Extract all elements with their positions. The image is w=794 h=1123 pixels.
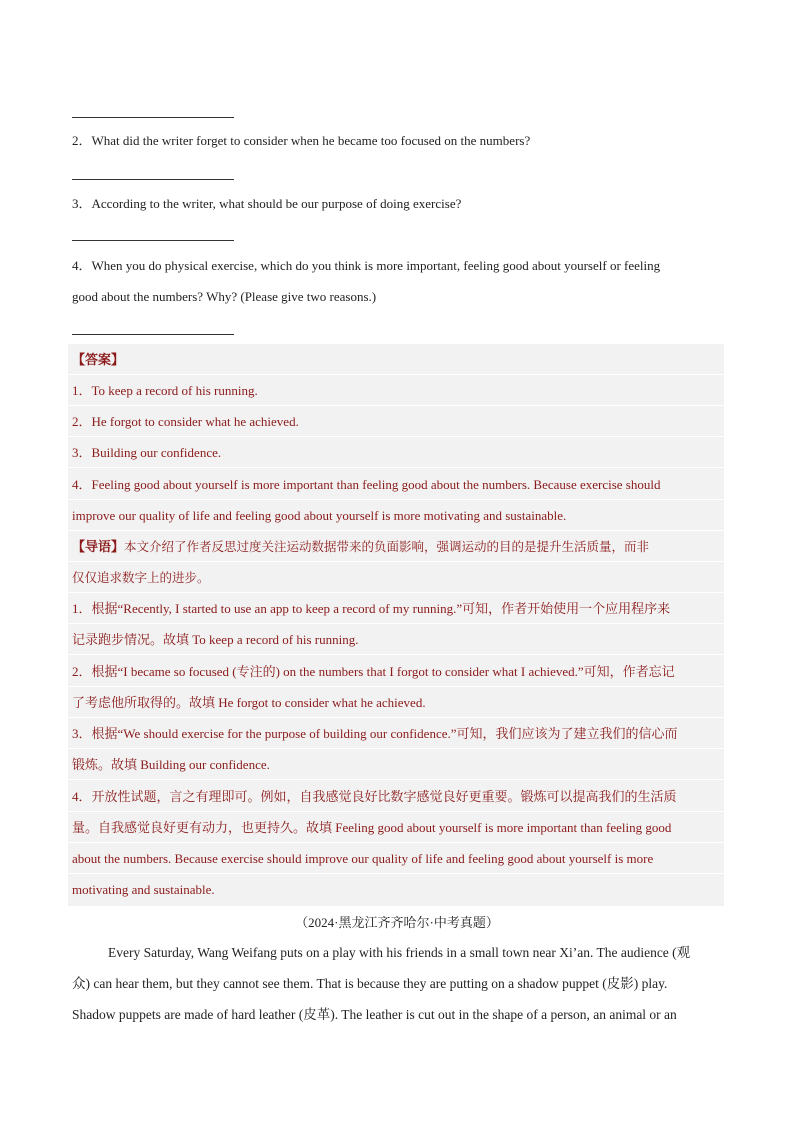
guide-heading: 【导语】: [72, 540, 125, 555]
row-divider: [68, 467, 724, 468]
row-divider: [68, 530, 724, 531]
question-4-line-2: good about the numbers? Why? (Please give two reasons.): [72, 289, 377, 304]
guide-2-line-1: 2．根据“I became so focused (专注的) on the numbers that I forgot to consider what I achieved.”可知，作者忘记: [72, 664, 675, 679]
guide-intro-line-2: 仅仅追求数字上的进步。: [72, 570, 210, 585]
guide-1-line-1: 1．根据“Recently, I started to use an app to keep a record of my running.”可知，作者开始使用一个应用程序来: [72, 601, 671, 616]
passage-line-1: Every Saturday, Wang Weifang puts on a play with his friends in a small town near Xi’an. The audience (观: [108, 945, 691, 960]
row-divider: [68, 654, 724, 655]
answer-4-line-2: improve our quality of life and feeling good about yourself is more motivating and sustainable.: [72, 508, 567, 523]
question-3: 3．According to the writer, what should be our purpose of doing exercise?: [72, 196, 462, 211]
guide-intro-text: 本文介绍了作者反思过度关注运动数据带来的负面影响，强调运动的目的是提升生活质量，而非: [124, 539, 650, 554]
answer-2: 2．He forgot to consider what he achieved.: [72, 414, 299, 429]
guide-2-line-2: 了考虑他所取得的。故填 He forgot to consider what he achieved.: [72, 695, 426, 710]
question-4-line-1: 4．When you do physical exercise, which do you think is more important, feeling good about yourself or feeling: [72, 258, 661, 273]
row-divider: [68, 779, 724, 780]
guide-4-line-4: motivating and sustainable.: [72, 882, 215, 897]
passage-line-2: 众) can hear them, but they cannot see them. That is because they are putting on a shadow puppet (皮影) play.: [72, 976, 668, 991]
answer-heading-row: [72, 350, 724, 371]
passage-line-3: Shadow puppets are made of hard leather (皮革). The leather is cut out in the shape of a person, an animal or an: [72, 1007, 677, 1022]
row-divider: [68, 592, 724, 593]
answer-heading: 【答案】: [72, 353, 125, 368]
guide-3-line-1: 3．根据“We should exercise for the purpose of building our confidence.”可知，我们应该为了建立我们的信心而: [72, 726, 678, 741]
guide-1-line-2: 记录跑步情况。故填 To keep a record of his running.: [72, 632, 359, 647]
row-divider: [68, 405, 724, 406]
answer-blank-4[interactable]: [72, 334, 234, 335]
guide-4-line-3: about the numbers. Because exercise should improve our quality of life and feeling good about yourself is more: [72, 851, 654, 866]
answer-3: 3．Building our confidence.: [72, 445, 222, 460]
answer-blank-3[interactable]: [72, 240, 234, 241]
question-2: 2．What did the writer forget to consider when he became too focused on the numbers?: [72, 133, 531, 148]
guide-4-line-1: 4．开放性试题，言之有理即可。例如，自我感觉良好比数字感觉良好更重要。锻炼可以提高我们的生活质: [72, 789, 677, 804]
answer-blank-1[interactable]: [72, 117, 234, 118]
row-divider: [68, 811, 724, 812]
row-divider: [68, 842, 724, 843]
answer-blank-2[interactable]: [72, 179, 234, 180]
row-divider: [68, 436, 724, 437]
row-divider: [68, 686, 724, 687]
row-divider: [68, 561, 724, 562]
row-divider: [68, 873, 724, 874]
question-source: （2024·黑龙江齐齐哈尔·中考真题）: [295, 915, 499, 930]
guide-3-line-2: 锻炼。故填 Building our confidence.: [72, 757, 270, 772]
answer-1: 1．To keep a record of his running.: [72, 383, 258, 398]
row-divider: [68, 748, 724, 749]
row-divider: [68, 623, 724, 624]
row-divider: [68, 374, 724, 375]
answer-4-line-1: 4．Feeling good about yourself is more important than feeling good about the numbers. Because exercise should: [72, 477, 661, 492]
row-divider: [68, 499, 724, 500]
guide-4-line-2: 量。自我感觉良好更有动力，也更持久。故填 Feeling good about yourself is more important than feeling good: [72, 820, 672, 835]
row-divider: [68, 717, 724, 718]
guide-intro-line-1: [72, 537, 724, 558]
